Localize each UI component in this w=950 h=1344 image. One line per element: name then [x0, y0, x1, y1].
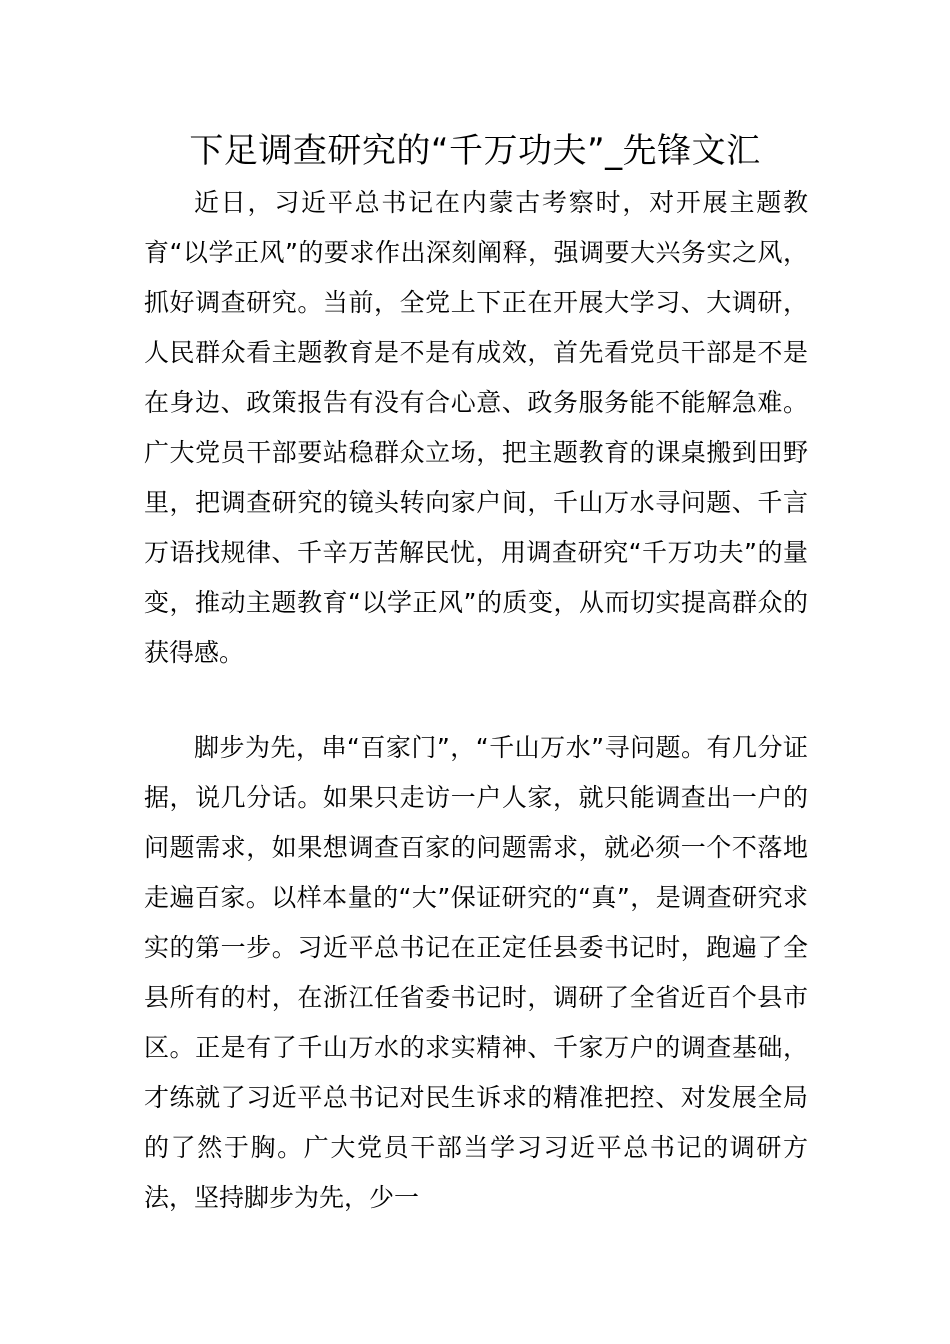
- paragraph-2: 脚步为先，串“百家门”，“千山万水”寻问题。有几分证据，说几分话。如果只走访一户人家，就只能调查出一户的问题需求，如果想调查百家的问题需求，就必须一个不落地走遍百家。以样本量的“大”保证研究的“真”，是调查研究求实的第一步。习近平总书记在正定任县委书记时，跑遍了全县所有的村，在浙江任省委书记时，调研了全省近百个县市区。正是有了千山万水的求实精神、千家万户的调查基础，才练就了习近平总书记对民生诉求的精准把控、对发展全局的了然于胸。广大党员干部当学习习近平总书记的调研方法，坚持脚步为先，少一: [144, 733, 808, 1212]
- document-title: 下足调查研究的“千万功夫”_先锋文汇: [189, 131, 761, 171]
- paragraph-1: 近日，习近平总书记在内蒙古考察时，对开展主题教育“以学正风”的要求作出深刻阐释，强调要大兴务实之风，抓好调查研究。当前，全党上下正在开展大学习、大调研，人民群众看主题教育是不是有成效，首先看党员干部是不是在身边、政策报告有没有合心意、政务服务能不能解急难。广大党员干部要站稳群众立场，把主题教育的课桌搬到田野里，把调查研究的镜头转向家户间，千山万水寻问题、千言万语找规律、千辛万苦解民忧，用调查研究“千万功夫”的量变，推动主题教育“以学正风”的质变，从而切实提高群众的获得感。: [144, 188, 808, 667]
